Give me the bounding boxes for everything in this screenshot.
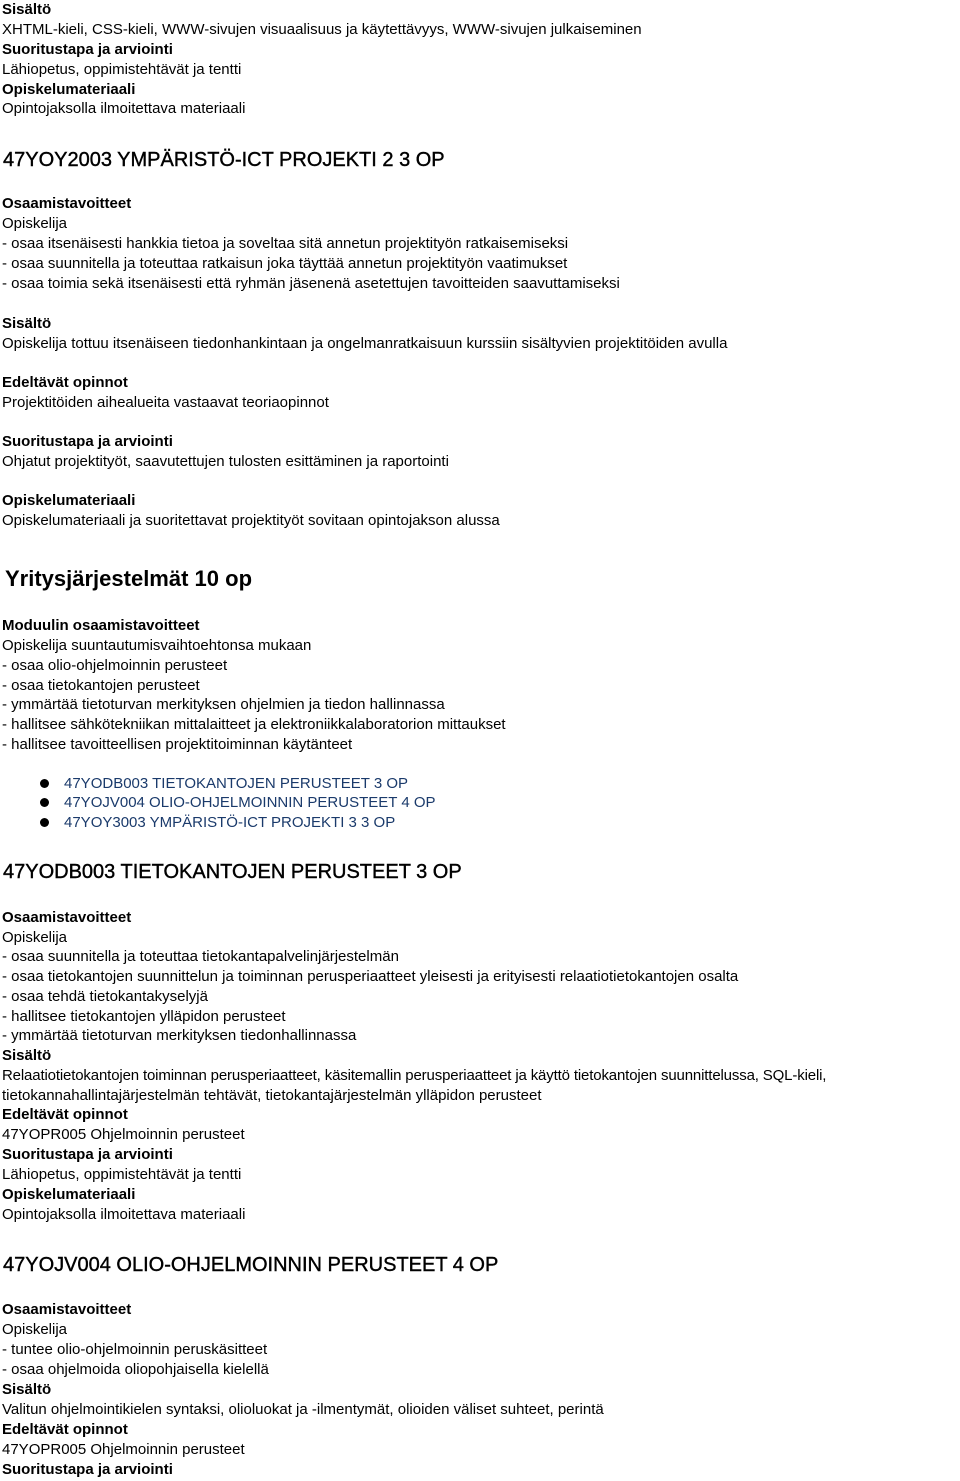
section-text: Opiskelija <box>2 1321 68 1338</box>
section-text: Opiskelija <box>2 215 68 232</box>
section-text: - ymmärtää tietoturvan merkityksen ohjelmien ja tiedon hallinnassa <box>2 696 445 713</box>
section-text: Opiskelija <box>2 929 68 946</box>
list-item <box>64 814 395 832</box>
bullet-icon <box>40 779 49 788</box>
section-text: - hallitsee sähkötekniikan mittalaitteet ja elektroniikkalaboratorion mittaukset <box>2 716 506 733</box>
section-text: - hallitsee tavoitteellisen projektitoiminnan käytänteet <box>2 736 353 753</box>
section-label: Moduulin osaamistavoitteet <box>2 617 200 634</box>
section-text: Lähiopetus, oppimistehtävät ja tentti <box>2 61 242 78</box>
course-title: 47YOJV004 OLIO-OHJELMOINNIN PERUSTEET 4 OP <box>3 1254 499 1276</box>
section-label: Suoritustapa ja arviointi <box>2 1461 173 1478</box>
section-text: Valitun ohjelmointikielen syntaksi, olioluokat ja -ilmentymät, olioiden väliset suhteet, perintä <box>2 1401 604 1418</box>
section-label: Opiskelumateriaali <box>2 1186 136 1203</box>
section-text: - osaa suunnitella ja toteuttaa ratkaisun joka täyttää annetun projektityön vaatimukset <box>2 255 568 272</box>
section-text: - hallitsee tietokantojen ylläpidon perusteet <box>2 1008 286 1025</box>
bullet-icon <box>40 798 49 807</box>
section-label: Osaamistavoitteet <box>2 1301 132 1318</box>
section-label: Sisältö <box>2 1047 52 1064</box>
section-label: Opiskelumateriaali <box>2 81 136 98</box>
section-label: Edeltävät opinnot <box>2 1421 128 1438</box>
section-text: Opiskelija suuntautumisvaihtoehtonsa mukaan <box>2 637 312 654</box>
section-label: Suoritustapa ja arviointi <box>2 433 173 450</box>
section-text: - osaa tietokantojen suunnittelun ja toiminnan perusperiaatteet yleisesti ja erityisesti relaatiotietokantojen osalta <box>2 968 739 985</box>
section-text: - osaa olio-ohjelmoinnin perusteet <box>2 657 228 674</box>
section-text: 47YOPR005 Ohjelmoinnin perusteet <box>2 1441 245 1458</box>
section-label: Edeltävät opinnot <box>2 1106 128 1123</box>
section-label: Suoritustapa ja arviointi <box>2 41 173 58</box>
section-text: Opiskelumateriaali ja suoritettavat projektityöt sovitaan opintojakson alussa <box>2 512 500 529</box>
section-text: - tuntee olio-ohjelmoinnin peruskäsitteet <box>2 1341 268 1358</box>
section-text: - osaa ohjelmoida oliopohjaisella kielellä <box>2 1361 269 1378</box>
section-text: - osaa toimia sekä itsenäisesti että ryhmän jäsenenä asetettujen tavoitteiden saavuttamiseksi <box>2 275 620 292</box>
section-text: Relaatiotietokantojen toiminnan perusperiaatteet, käsitemallin perusperiaatteet ja käyttö tietokantojen suunnittelussa, SQL-kieli, <box>2 1067 827 1084</box>
list-item <box>64 794 436 812</box>
section-text: - osaa itsenäisesti hankkia tietoa ja soveltaa sitä annetun projektityön ratkaisemiseksi <box>2 235 569 252</box>
course-link-tietokannat[interactable]: 47YODB003 TIETOKANTOJEN PERUSTEET 3 OP <box>64 775 409 792</box>
section-label: Osaamistavoitteet <box>2 195 132 212</box>
list-item <box>64 775 408 793</box>
course-title: 47YOY2003 YMPÄRISTÖ-ICT PROJEKTI 2 3 OP <box>3 149 445 171</box>
section-label: Edeltävät opinnot <box>2 374 128 391</box>
section-text: Opintojaksolla ilmoitettava materiaali <box>2 100 246 117</box>
section-text: - osaa tietokantojen perusteet <box>2 677 200 694</box>
section-text: Projektitöiden aihealueita vastaavat teoriaopinnot <box>2 394 329 411</box>
section-label: Sisältö <box>2 1381 52 1398</box>
section-label: Opiskelumateriaali <box>2 492 136 509</box>
section-text: Opiskelija tottuu itsenäiseen tiedonhankintaan ja ongelmanratkaisuun kurssiin sisältyvien projektitöiden avulla <box>2 335 728 352</box>
section-text: - osaa suunnitella ja toteuttaa tietokantapalvelinjärjestelmän <box>2 948 399 965</box>
course-link-olio-ohjelmointi[interactable]: 47YOJV004 OLIO-OHJELMOINNIN PERUSTEET 4 OP <box>64 794 436 811</box>
section-label: Sisältö <box>2 1 52 18</box>
course-link-projekti-3[interactable]: 47YOY3003 YMPÄRISTÖ-ICT PROJEKTI 3 3 OP <box>64 814 396 831</box>
section-label: Sisältö <box>2 315 52 332</box>
section-label: Osaamistavoitteet <box>2 909 132 926</box>
section-text: Ohjatut projektityöt, saavutettujen tulosten esittäminen ja raportointi <box>2 453 449 470</box>
section-text: Opintojaksolla ilmoitettava materiaali <box>2 1206 246 1223</box>
section-label: Suoritustapa ja arviointi <box>2 1146 173 1163</box>
module-title: Yritysjärjestelmät 10 op <box>5 566 253 591</box>
section-text: - ymmärtää tietoturvan merkityksen tiedonhallinnassa <box>2 1027 357 1044</box>
section-text: XHTML-kieli, CSS-kieli, WWW-sivujen visuaalisuus ja käytettävyys, WWW-sivujen julkaiseminen <box>2 21 642 38</box>
course-title: 47YODB003 TIETOKANTOJEN PERUSTEET 3 OP <box>3 861 462 883</box>
section-text: 47YOPR005 Ohjelmoinnin perusteet <box>2 1126 245 1143</box>
section-text: Lähiopetus, oppimistehtävät ja tentti <box>2 1166 242 1183</box>
bullet-icon <box>40 818 49 827</box>
section-text: - osaa tehdä tietokantakyselyjä <box>2 988 208 1005</box>
section-text: tietokannahallintajärjestelmän tehtävät, tietokantajärjestelmän ylläpidon perusteet <box>2 1087 542 1104</box>
